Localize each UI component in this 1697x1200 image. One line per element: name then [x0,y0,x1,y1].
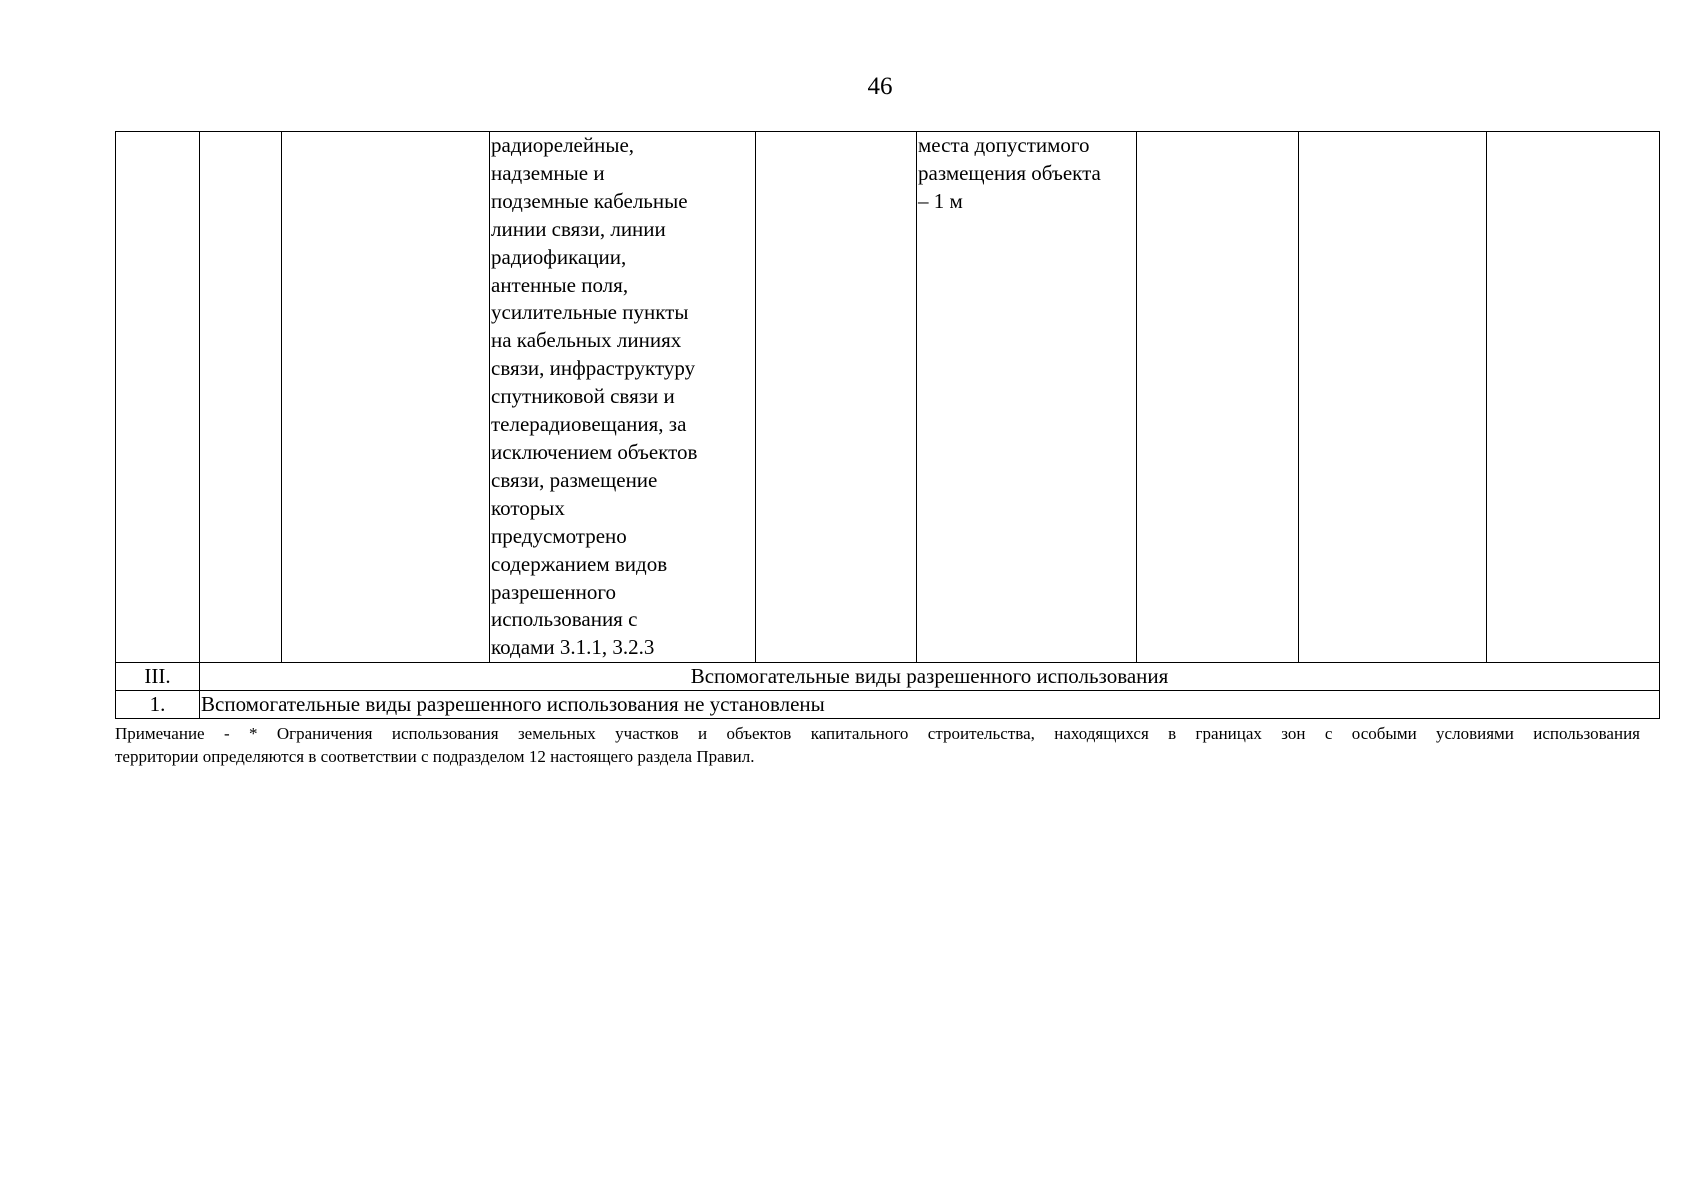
table-cell [1487,132,1660,663]
cell-line: места допустимого [918,133,1090,157]
section-row [116,663,1660,691]
cell-line: надземные и [491,160,605,185]
cell-line: на кабельных линиях [491,328,682,353]
section-number: III. [116,663,200,691]
item-row [116,691,1660,719]
cell-line: кодами 3.1.1, 3.2.3 [491,635,655,660]
object-types-cell [490,132,756,663]
cell-line: – 1 м [918,188,963,213]
cell-line: подземные кабельные [491,188,688,213]
cell-line: предусмотрено [491,523,627,548]
section-title: Вспомогательные виды разрешенного использования [200,663,1660,691]
table-cell [1299,132,1487,663]
footnote-line: Примечание - * Ограничения использования земельных участков и объектов капитального строительства, находящихся в границах зон с особыми условиями использования [115,724,1640,743]
cell-line: телерадиовещания, за [491,412,687,437]
item-number: 1. [116,691,200,719]
item-text: Вспомогательные виды разрешенного использования не установлены [200,691,1660,719]
cell-line: радиорелейные, [491,133,635,157]
footnote [115,722,1640,768]
cell-line: линии связи, линии [491,216,666,241]
table-row [116,132,1660,663]
footnote-line: территории определяются в соответствии с подразделом 12 настоящего раздела Правил. [115,747,755,766]
setback-cell [917,132,1137,663]
cell-line: исключением объектов [491,439,698,464]
cell-line: радиофикации, [491,244,627,269]
cell-line: усилительные пункты [491,300,689,325]
table-cell [1137,132,1299,663]
cell-line: связи, размещение [491,467,658,492]
cell-line: которых [491,495,565,520]
cell-line: антенные поля, [491,272,629,297]
cell-line: размещения объекта [918,160,1101,185]
cell-line: связи, инфраструктуру [491,356,696,381]
cell-line: разрешенного [491,579,616,604]
table-cell [282,132,490,663]
page-number: 46 [867,73,893,100]
table-cell [116,132,200,663]
table-cell [200,132,282,663]
cell-line: содержанием видов [491,551,668,576]
cell-line: спутниковой связи и [491,384,675,409]
zoning-table [115,131,1660,719]
table-cell [756,132,917,663]
cell-line: использования с [491,607,638,632]
